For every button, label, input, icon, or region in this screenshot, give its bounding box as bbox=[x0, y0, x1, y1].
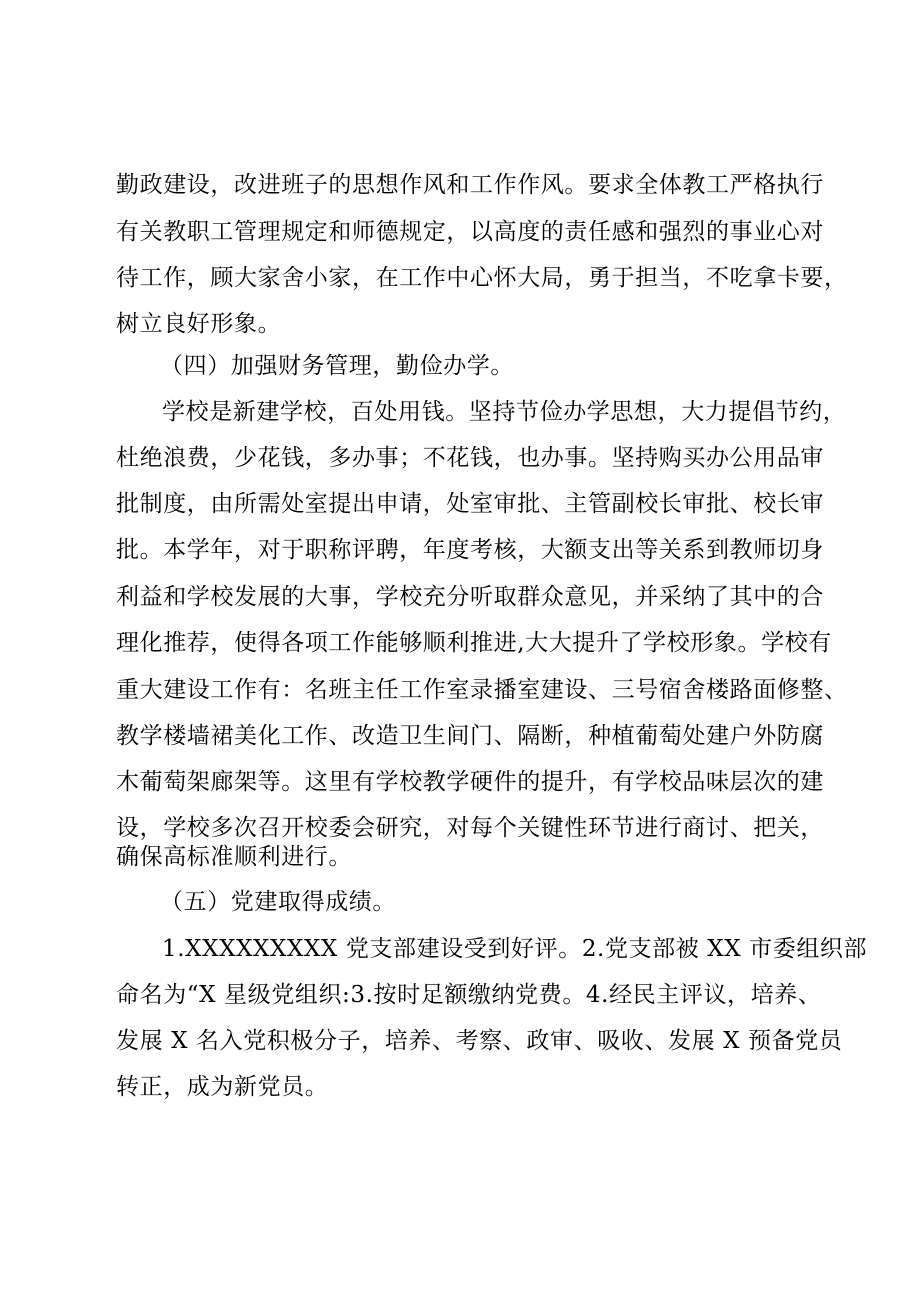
text-line: 树立良好形象。 bbox=[116, 311, 282, 337]
text-line: 转正，成为新党员。 bbox=[116, 1074, 329, 1100]
text-line: 确保高标准顺利进行。 bbox=[116, 844, 352, 870]
text-line: 待工作，顾大家舍小家，在工作中心怀大局，勇于担当，不吃拿卡要， bbox=[116, 265, 848, 291]
text-line: 利益和学校发展的大事，学校充分听取群众意见，并采纳了其中的合 bbox=[116, 584, 824, 610]
text-line: 重大建设工作有：名班主任工作室录播室建设、三号宿舍楼路面修整、 bbox=[116, 677, 848, 703]
text-line: 命名为“X 星级党组织:3.按时足额缴纳党费。4.经民主评议，培养、 bbox=[116, 982, 822, 1008]
text-line: 发展 X 名入党积极分子，培养、考察、政审、吸收、发展 X 预备党员 bbox=[116, 1028, 843, 1054]
text-line: 批制度，由所需处室提出申请，处室审批、主管副校长审批、校长审 bbox=[116, 491, 824, 517]
text-line: 教学楼墙裙美化工作、改造卫生间门、隔断，种植葡萄处建户外防腐 bbox=[116, 723, 824, 749]
text-line: 勤政建设，改进班子的思想作风和工作作风。要求全体教工严格执行 bbox=[116, 172, 824, 198]
text-line: 木葡萄架廊架等。这里有学校教学硬件的提升，有学校品味层次的建 bbox=[116, 769, 824, 795]
text-line: 理化推荐，使得各项工作能够顺利推进,大大提升了学校形象。学校有 bbox=[116, 630, 832, 656]
text-line: 学校是新建学校，百处用钱。坚持节俭办学思想，大力提倡节约， bbox=[162, 399, 847, 425]
text-line: 设，学校多次召开校委会研究，对每个关键性环节进行商讨、把关， bbox=[116, 815, 824, 841]
text-line: 批。本学年，对于职称评聘，年度考核，大额支出等关系到教师切身 bbox=[116, 537, 824, 563]
section-heading-4: （四）加强财务管理，勤俭办学。 bbox=[160, 353, 514, 379]
text-line: 1.XXXXXXXXX 党支部建设受到好评。2.党支部被 XX 市委组织部 bbox=[162, 936, 868, 962]
section-heading-5: （五）党建取得成绩。 bbox=[160, 889, 396, 915]
text-line: 有关教职工管理规定和师德规定，以高度的责任感和强烈的事业心对 bbox=[116, 219, 824, 245]
text-line: 杜绝浪费，少花钱，多办事；不花钱，也办事。坚持购买办公用品审 bbox=[116, 445, 824, 471]
